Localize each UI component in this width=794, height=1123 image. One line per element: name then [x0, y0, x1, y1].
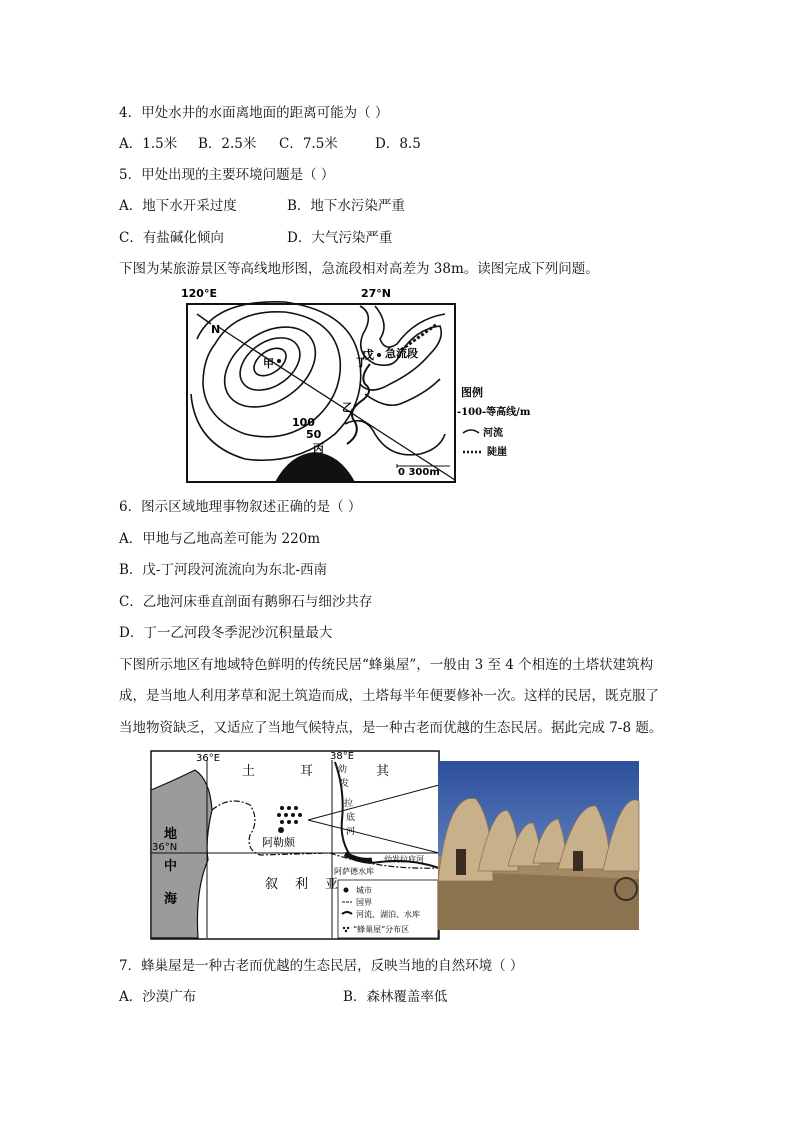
q7-option-a: A．沙漠广布: [119, 989, 197, 1005]
contour-50-label: 50: [306, 428, 322, 441]
q4-option-b: B．2.5米: [198, 136, 257, 152]
city-dot: [278, 827, 284, 833]
place-ding: 丁: [356, 356, 367, 369]
q6-option-d: D．丁一乙河段冬季泥沙沉积量最大: [119, 625, 333, 641]
syria-char-3: 亚: [325, 877, 339, 892]
legend-city-icon: [344, 888, 349, 893]
q5-option-d: D．大气污染严重: [287, 230, 393, 246]
euphrates-char-5: 河: [346, 827, 356, 837]
syria-char-1: 叙: [265, 877, 279, 892]
place-bing: 丙: [313, 442, 324, 455]
legend-river: 河流、湖泊、水库: [356, 910, 420, 919]
q7-stem: 7．蜂巢屋是一种古老而优越的生态民居，反映当地的自然环境（ ）: [119, 958, 524, 974]
sea-char-2: 中: [164, 859, 178, 874]
longitude-label: 120°E: [181, 287, 217, 300]
legend-cliff: 陡崖: [487, 447, 507, 458]
q5-stem: 5．甲处出现的主要环境问题是（ ）: [119, 167, 335, 183]
intro-paragraph-2-line-1: 下图所示地区有地域特色鲜明的传统民居“蜂巢屋”，一般由 3 至 4 个相连的土塔状建筑构: [119, 657, 654, 673]
q4-option-a: A．1.5米: [119, 136, 178, 152]
place-wu-dot: [377, 353, 381, 357]
place-wu: 戊: [362, 348, 375, 362]
rapids-label: 急流段: [385, 347, 418, 360]
place-yi: 乙: [342, 401, 353, 414]
beehive-house-photo: [438, 761, 639, 930]
city-label: 阿勒颇: [262, 836, 295, 849]
latitude-label: 27°N: [361, 287, 392, 300]
north-label: N: [211, 323, 221, 336]
profile-line: [217, 326, 455, 480]
syria-map-figure: [150, 750, 440, 940]
beehive-photo-drawing: [438, 761, 639, 930]
q7-option-b: B．森林覆盖率低: [343, 989, 448, 1005]
scale-label: 0 300m: [398, 467, 440, 478]
q6-option-b: B．戊-丁河段河流流向为东北-西南: [119, 562, 328, 578]
legend-river-icon: [463, 430, 479, 433]
q6-option-c: C．乙地河床垂直剖面有鹅卵石与细沙共存: [119, 594, 373, 610]
legend-border: 国界: [356, 898, 372, 907]
contour-map-figure: [175, 284, 531, 486]
euphrates-char-1: 幼: [338, 765, 348, 775]
q4-option-d: D．8.5: [375, 136, 421, 152]
hill-shade: [275, 452, 355, 482]
lat36-label: 36°N: [152, 842, 178, 853]
legend-beehive: “蜂巢屋”分布区: [353, 925, 410, 934]
euphrates-char-3: 拉: [344, 799, 354, 809]
euphrates-char-2: 发: [340, 779, 350, 789]
intro-paragraph-1: 下图为某旅游景区等高线地形图，急流段相对高差为 38m。读图完成下列问题。: [119, 261, 599, 277]
q5-option-a: A．地下水开采过度: [119, 198, 237, 214]
contour-map: [175, 284, 531, 486]
lon36-label: 36°E: [196, 753, 221, 764]
reservoir-label: 阿萨德水库: [334, 867, 374, 876]
q4-option-c: C．7.5米: [279, 136, 338, 152]
legend-contour: -100-等高线/m: [457, 407, 531, 418]
place-jia-dot: [277, 359, 281, 363]
turkey-char-1: 土: [242, 764, 256, 779]
intro-paragraph-2-line-2: 成，是当地人利用茅草和泥土筑造而成，土塔每半年便要修补一次。这样的民居，既克服了: [119, 688, 659, 704]
legend-city: 城市: [356, 886, 372, 895]
lon38-label: 38°E: [330, 751, 355, 762]
q6-stem: 6．图示区域地理事物叙述正确的是（ ）: [119, 499, 362, 515]
euphrates-char-4: 底: [346, 813, 356, 823]
q5-option-c: C．有盐碱化倾向: [119, 230, 224, 246]
place-jia: 甲: [263, 357, 274, 370]
q5-option-b: B．地下水污染严重: [287, 198, 405, 214]
intro-paragraph-2-line-3: 当地物资缺乏，又适应了当地气候特点，是一种古老而优越的生态民居。据此完成 7-8 题。: [119, 720, 663, 736]
contour-100-label: 100: [292, 416, 315, 429]
legend-river: 河流: [483, 428, 503, 439]
river-name-label: 幼发拉底河: [384, 855, 424, 864]
syria-map: [150, 750, 440, 940]
sea-char-3: 海: [164, 892, 178, 907]
legend-title: 图例: [461, 386, 483, 399]
q4-stem: 4．甲处水井的水面离地面的距离可能为（ ）: [119, 105, 389, 121]
q6-option-a: A．甲地与乙地高差可能为 220m: [119, 531, 321, 547]
north-arrow-icon: [197, 314, 211, 324]
syria-char-2: 利: [295, 877, 309, 892]
sea-char-1: 地: [164, 827, 178, 842]
turkey-char-2: 耳: [300, 764, 314, 779]
turkey-char-3: 其: [376, 764, 390, 779]
